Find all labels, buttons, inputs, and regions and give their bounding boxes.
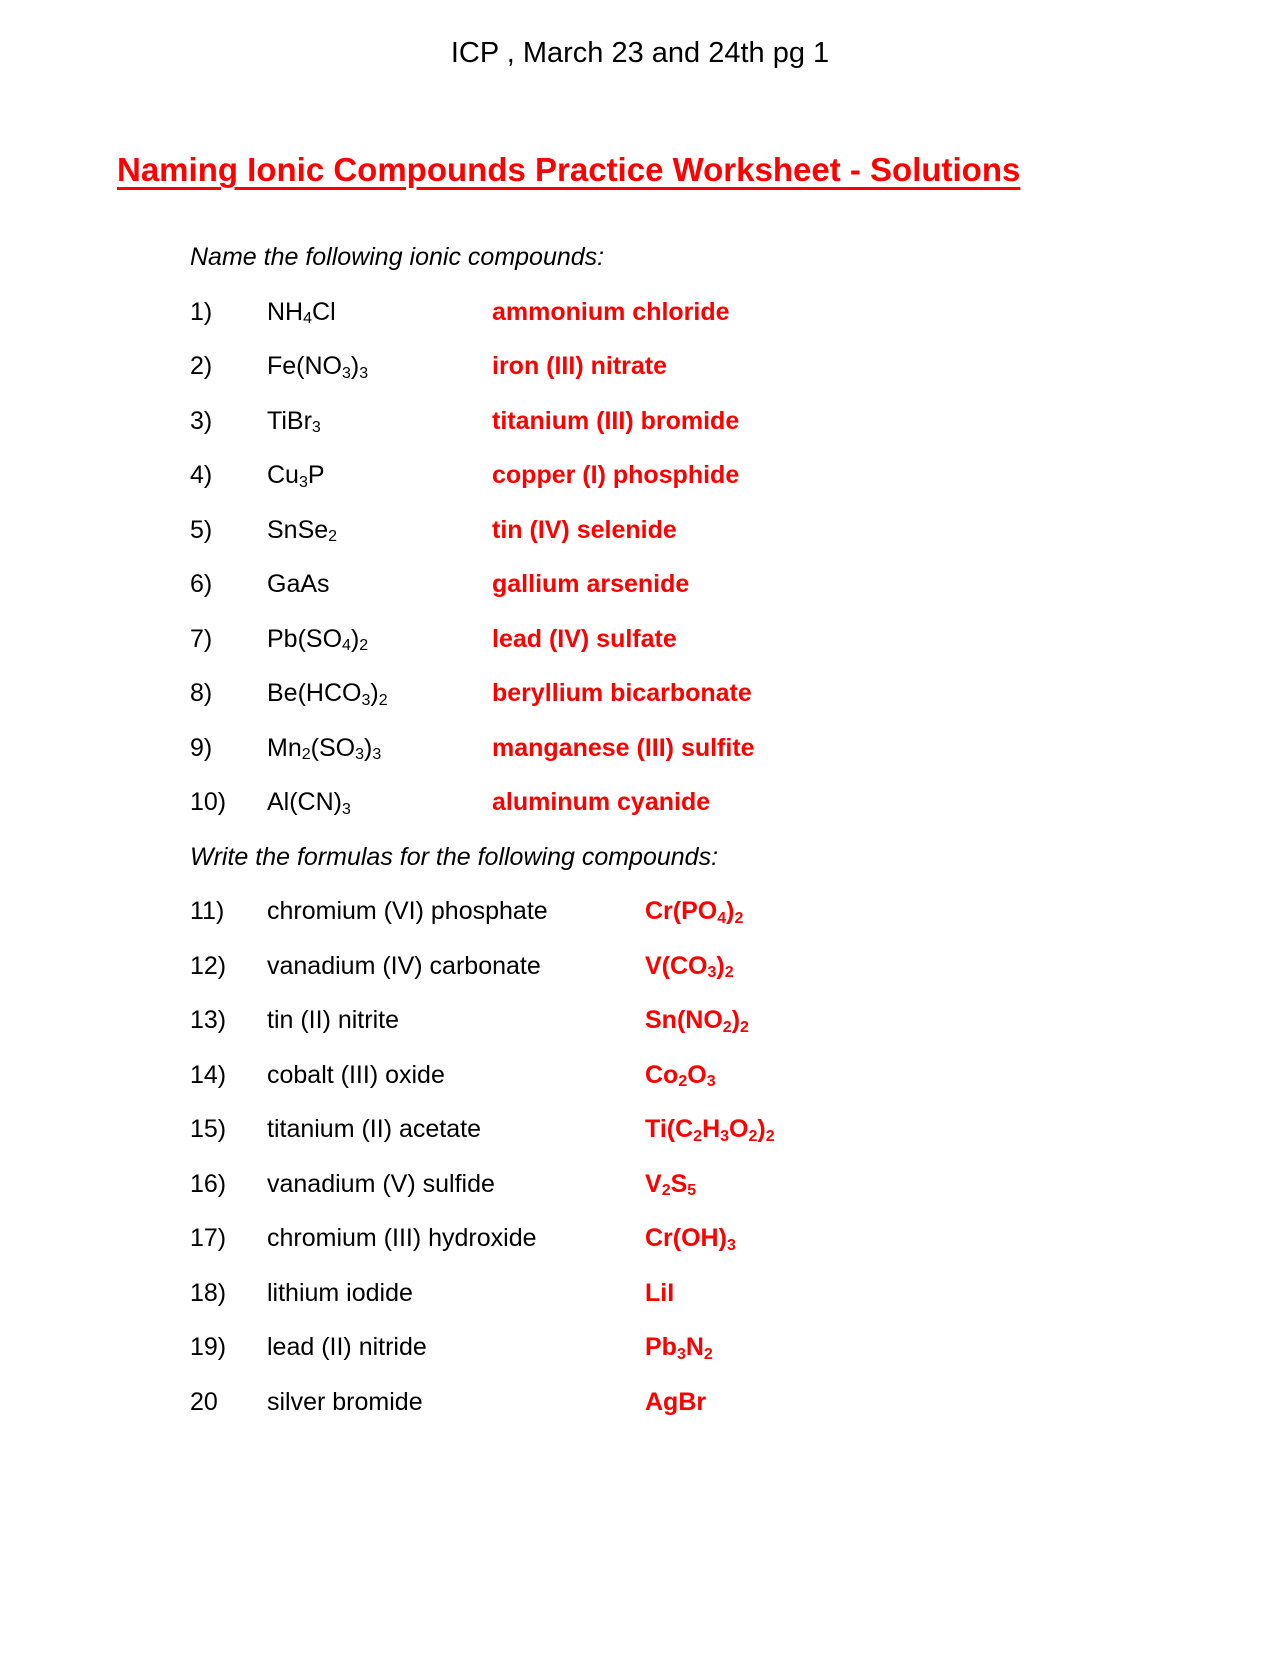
item-number: 19) xyxy=(190,1333,227,1361)
item-number: 18) xyxy=(190,1278,227,1307)
formula-subscript: 2 xyxy=(359,637,369,655)
item-number: 12) xyxy=(190,951,227,980)
item-answer: $Cr(OH)_3$ xyxy=(645,1224,736,1254)
formula-subscript: 2 xyxy=(301,746,311,764)
formula-subscript: 3 xyxy=(707,964,717,982)
worksheet-row xyxy=(0,394,1280,449)
item-formula: $Mn_2(SO_3)_3$ xyxy=(267,733,382,764)
formula-subscript: 2 xyxy=(661,1182,671,1200)
item-compound-name: titanium (II) acetate xyxy=(267,1115,481,1143)
item-compound-name: lithium iodide xyxy=(267,1278,413,1307)
item-answer: $Pb_3N_2$ xyxy=(645,1333,713,1363)
item-answer: titanium (III) bromide xyxy=(492,406,740,435)
formula-subscript: 2 xyxy=(765,1127,775,1145)
formula-subscript: 3 xyxy=(359,364,369,382)
section-name-instruction: Name the following ionic compounds: xyxy=(190,243,605,271)
item-answer: lead (IV) sulfate xyxy=(492,624,677,653)
worksheet-row xyxy=(0,1266,1280,1321)
item-answer: tin (IV) selenide xyxy=(492,515,677,544)
item-number: 4) xyxy=(190,461,213,489)
formula-subscript: 2 xyxy=(703,1345,713,1363)
worksheet-row xyxy=(0,557,1280,612)
section-name-items xyxy=(0,285,1280,830)
item-answer: gallium arsenide xyxy=(492,570,690,598)
formula-subscript: 2 xyxy=(378,691,388,709)
item-number: 10) xyxy=(190,788,227,816)
item-number: 14) xyxy=(190,1060,227,1089)
item-formula: $Be(HCO_3)_2$ xyxy=(267,679,388,709)
item-number: 17) xyxy=(190,1224,227,1252)
item-answer: AgBr xyxy=(645,1387,707,1416)
item-answer: ammonium chloride xyxy=(492,297,730,326)
item-answer: iron (III) nitrate xyxy=(492,352,667,380)
formula-subscript: 4 xyxy=(717,909,727,927)
item-answer: LiI xyxy=(645,1278,675,1307)
worksheet-row xyxy=(0,1157,1280,1212)
item-number: 3) xyxy=(190,406,213,435)
item-answer: beryllium bicarbonate xyxy=(492,679,752,707)
item-formula: $NH_4Cl$ xyxy=(267,297,336,328)
item-compound-name: tin (II) nitrite xyxy=(267,1006,399,1034)
item-formula: SnSe$_2$ xyxy=(267,515,338,546)
formula-subscript: 2 xyxy=(693,1127,703,1145)
worksheet-row xyxy=(0,285,1280,340)
item-formula: $Fe(NO_3)_3$ xyxy=(267,352,369,382)
item-compound-name: chromium (III) hydroxide xyxy=(267,1224,537,1252)
item-formula: $Al(CN)_3$ xyxy=(267,788,351,818)
worksheet-row xyxy=(0,339,1280,394)
item-formula: $Pb(SO_4)_2$ xyxy=(267,624,369,655)
item-number: 2) xyxy=(190,352,213,380)
formula-subscript: 3 xyxy=(676,1345,686,1363)
item-number: 20 xyxy=(190,1387,218,1416)
item-number: 11) xyxy=(190,897,225,925)
worksheet-row xyxy=(0,612,1280,667)
item-compound-name: chromium (VI) phosphate xyxy=(267,897,548,925)
item-answer: $V(CO_3)_2$ xyxy=(645,951,734,982)
item-answer: $Sn(NO_2)_2$ xyxy=(645,1006,749,1036)
page-title: Naming Ionic Compounds Practice Worksheet - Solutions xyxy=(117,151,1021,188)
worksheet-row xyxy=(0,503,1280,558)
item-compound-name: silver bromide xyxy=(267,1387,423,1416)
worksheet-row xyxy=(0,884,1280,939)
item-number: 5) xyxy=(190,515,213,544)
item-number: 1) xyxy=(190,297,213,326)
formula-subscript: 3 xyxy=(355,746,364,764)
worksheet-row xyxy=(0,939,1280,994)
formula-subscript: 4 xyxy=(303,310,313,328)
worksheet-body xyxy=(0,230,1280,1429)
formula-subscript: 2 xyxy=(740,1018,749,1036)
item-answer: $Co_2O_3$ xyxy=(645,1060,716,1091)
item-compound-name: cobalt (III) oxide xyxy=(267,1060,445,1089)
item-number: 15) xyxy=(190,1115,227,1143)
formula-subscript: 4 xyxy=(342,637,351,655)
page-header: ICP , March 23 and 24th pg 1 xyxy=(450,37,830,69)
formula-subscript: 3 xyxy=(342,364,351,382)
item-formula: TiBr$_3$ xyxy=(267,406,321,437)
worksheet-row xyxy=(0,448,1280,503)
worksheet-row xyxy=(0,1375,1280,1430)
formula-subscript: 2 xyxy=(722,1018,732,1036)
item-answer: copper (I) phosphide xyxy=(492,461,740,489)
formula-subscript: 3 xyxy=(298,473,308,491)
formula-subscript: 3 xyxy=(342,800,351,818)
item-answer: $V_2S_5$ xyxy=(645,1169,697,1200)
worksheet-row xyxy=(0,1102,1280,1157)
formula-subscript: 3 xyxy=(720,1127,730,1145)
item-compound-name: vanadium (IV) carbonate xyxy=(267,951,541,980)
item-answer: $Cr(PO_4)_2$ xyxy=(645,897,744,927)
item-answer: $Ti(C_2H_3O_2)_2$ xyxy=(645,1115,775,1145)
worksheet-row xyxy=(0,993,1280,1048)
worksheet-row xyxy=(0,666,1280,721)
formula-subscript: 2 xyxy=(724,964,734,982)
worksheet-row xyxy=(0,775,1280,830)
item-number: 16) xyxy=(190,1169,227,1198)
formula-subscript: 3 xyxy=(726,1236,736,1254)
worksheet-row xyxy=(0,1211,1280,1266)
formula-subscript: 3 xyxy=(361,691,371,709)
item-number: 7) xyxy=(190,624,213,653)
item-number: 13) xyxy=(190,1006,227,1034)
formula-subscript: 2 xyxy=(328,528,338,546)
item-compound-name: lead (II) nitride xyxy=(267,1333,427,1361)
section-formula-items xyxy=(0,884,1280,1429)
formula-subscript: 3 xyxy=(706,1073,716,1091)
worksheet-row xyxy=(0,1320,1280,1375)
formula-subscript: 5 xyxy=(687,1182,697,1200)
item-number: 8) xyxy=(190,679,213,707)
formula-subscript: 3 xyxy=(372,746,382,764)
worksheet-row xyxy=(0,721,1280,776)
section-formula-instruction: Write the formulas for the following compounds: xyxy=(190,842,719,871)
item-number: 9) xyxy=(190,733,213,762)
item-answer: aluminum cyanide xyxy=(492,788,711,816)
item-number: 6) xyxy=(190,570,213,598)
formula-subscript: 2 xyxy=(748,1127,758,1145)
item-formula: GaAs xyxy=(267,570,330,598)
worksheet-row xyxy=(0,1048,1280,1103)
item-answer: manganese (III) sulfite xyxy=(492,733,755,762)
formula-subscript: 2 xyxy=(678,1073,688,1091)
item-formula: $Cu_3P$ xyxy=(267,461,325,491)
formula-subscript: 2 xyxy=(734,909,744,927)
item-compound-name: vanadium (V) sulfide xyxy=(267,1169,495,1198)
formula-subscript: 3 xyxy=(311,419,321,437)
